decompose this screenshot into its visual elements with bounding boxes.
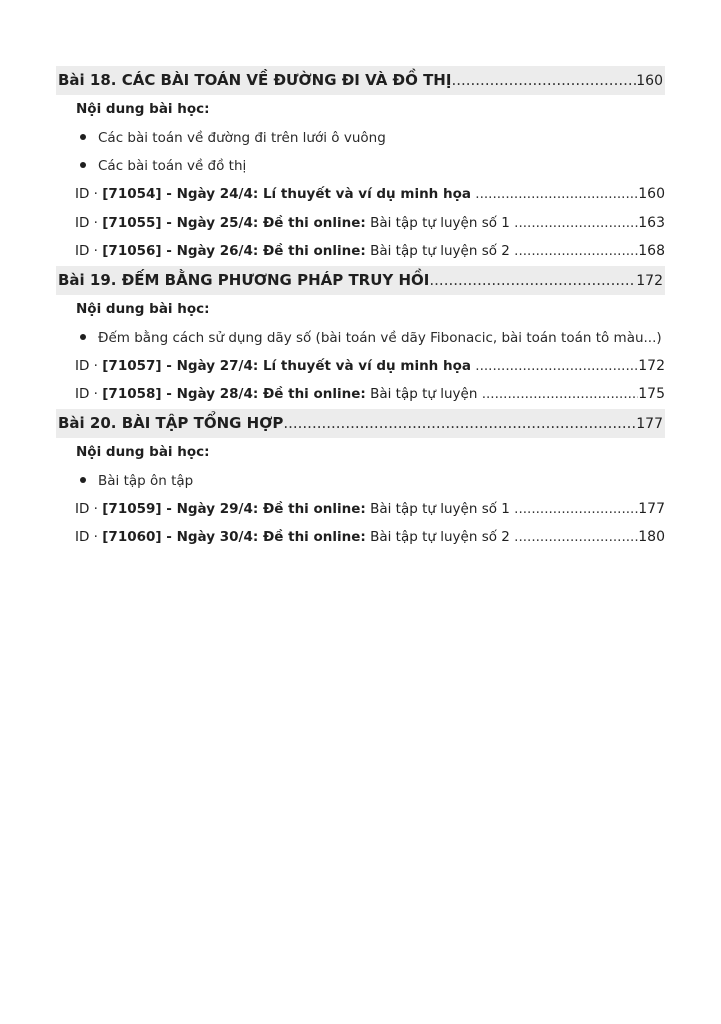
entry-id: [71058] <box>102 386 162 402</box>
entry-prefix: ID · <box>75 186 103 202</box>
entry-title: - Ngày 24/4: Lí thuyết và ví dụ minh họa <box>161 186 471 202</box>
toc-entry[interactable] <box>75 495 665 524</box>
page-number: 160 <box>636 73 663 89</box>
entry-label <box>75 352 475 381</box>
bullet-icon <box>80 477 86 483</box>
entry-label <box>75 209 514 238</box>
entry-label <box>75 495 514 524</box>
content-label: Nội dung bài học: <box>76 101 210 117</box>
toc-entry[interactable] <box>75 209 665 238</box>
dot-leader <box>514 523 638 552</box>
page-number: 175 <box>638 386 665 402</box>
page-number: 177 <box>636 415 663 432</box>
dot-leader <box>514 237 638 266</box>
toc-entry[interactable] <box>75 180 665 209</box>
page-number: 163 <box>638 214 665 231</box>
lesson-heading[interactable] <box>56 266 665 295</box>
entry-title: - Ngày 27/4: Lí thuyết và ví dụ minh họa <box>161 357 471 374</box>
page-number: 172 <box>636 272 663 289</box>
page-number: 160 <box>638 186 665 202</box>
lesson-heading[interactable] <box>56 409 665 438</box>
dot-leader <box>475 180 638 209</box>
dot-leader <box>283 409 636 438</box>
content-label: Nội dung bài học: <box>76 300 210 317</box>
lesson-heading[interactable] <box>56 66 665 95</box>
entry-subtitle: Bài tập tự luyện số 1 <box>365 214 510 231</box>
entry-label <box>75 380 482 409</box>
page-number: 172 <box>638 357 665 374</box>
entry-label <box>75 237 514 266</box>
entry-id: [71055] <box>102 214 162 231</box>
entry-id: [71054] <box>102 186 162 202</box>
entry-title: - Ngày 30/4: Đề thi online: <box>161 529 366 545</box>
page-number: 168 <box>638 243 665 259</box>
entry-id: [71056] <box>102 243 162 259</box>
list-item <box>80 467 665 495</box>
bullet-icon <box>80 162 86 168</box>
dot-leader <box>514 209 638 238</box>
dot-leader <box>429 266 636 295</box>
lesson-title: Bài 19. ĐẾM BẰNG PHƯƠNG PHÁP TRUY HỒI <box>58 270 430 289</box>
toc-entry[interactable] <box>75 237 665 266</box>
entry-subtitle: Bài tập tự luyện số 2 <box>365 529 510 545</box>
entry-prefix: ID · <box>75 243 103 259</box>
lesson-title: Bài 18. CÁC BÀI TOÁN VỀ ĐƯỜNG ĐI VÀ ĐỒ THỊ <box>58 71 452 89</box>
bullet-icon <box>80 334 86 340</box>
list-item-text: Bài tập ôn tập <box>98 472 194 489</box>
list-item <box>80 324 665 352</box>
dot-leader <box>514 495 638 524</box>
dot-leader <box>482 380 639 409</box>
entry-id: [71057] <box>102 357 162 374</box>
entry-id: [71059] <box>102 500 162 517</box>
entry-subtitle: Bài tập tự luyện <box>365 386 478 402</box>
list-item-text: Các bài toán về đồ thị <box>98 158 247 174</box>
dot-leader <box>451 66 636 95</box>
entry-prefix: ID · <box>75 500 103 517</box>
entry-title: - Ngày 29/4: Đề thi online: <box>161 500 366 517</box>
entry-prefix: ID · <box>75 357 103 374</box>
toc-entry[interactable] <box>75 380 665 409</box>
entry-id: [71060] <box>102 529 162 545</box>
entry-prefix: ID · <box>75 214 103 231</box>
page-number: 180 <box>638 529 665 545</box>
entry-prefix: ID · <box>75 529 103 545</box>
entry-subtitle: Bài tập tự luyện số 2 <box>365 243 510 259</box>
entry-prefix: ID · <box>75 386 103 402</box>
dot-leader <box>475 352 638 381</box>
list-item <box>80 124 665 152</box>
entry-subtitle: Bài tập tự luyện số 1 <box>365 500 510 517</box>
entry-title: - Ngày 28/4: Đề thi online: <box>161 386 366 402</box>
list-item-text: Các bài toán về đường đi trên lưới ô vuông <box>98 130 386 146</box>
table-of-contents <box>56 66 665 552</box>
lesson-title: Bài 20. BÀI TẬP TỔNG HỢP <box>58 413 284 432</box>
content-label: Nội dung bài học: <box>76 443 210 460</box>
bullet-icon <box>80 134 86 140</box>
entry-label <box>75 523 514 552</box>
list-item <box>80 152 665 180</box>
toc-entry[interactable] <box>75 352 665 381</box>
entry-title: - Ngày 25/4: Đề thi online: <box>161 214 366 231</box>
toc-entry[interactable] <box>75 523 665 552</box>
entry-label <box>75 180 475 209</box>
page-number: 177 <box>638 500 665 517</box>
list-item-text: Đếm bằng cách sử dụng dãy số (bài toán về dãy Fibonacic, bài toán toán tô màu...) <box>98 329 662 346</box>
entry-title: - Ngày 26/4: Đề thi online: <box>161 243 366 259</box>
